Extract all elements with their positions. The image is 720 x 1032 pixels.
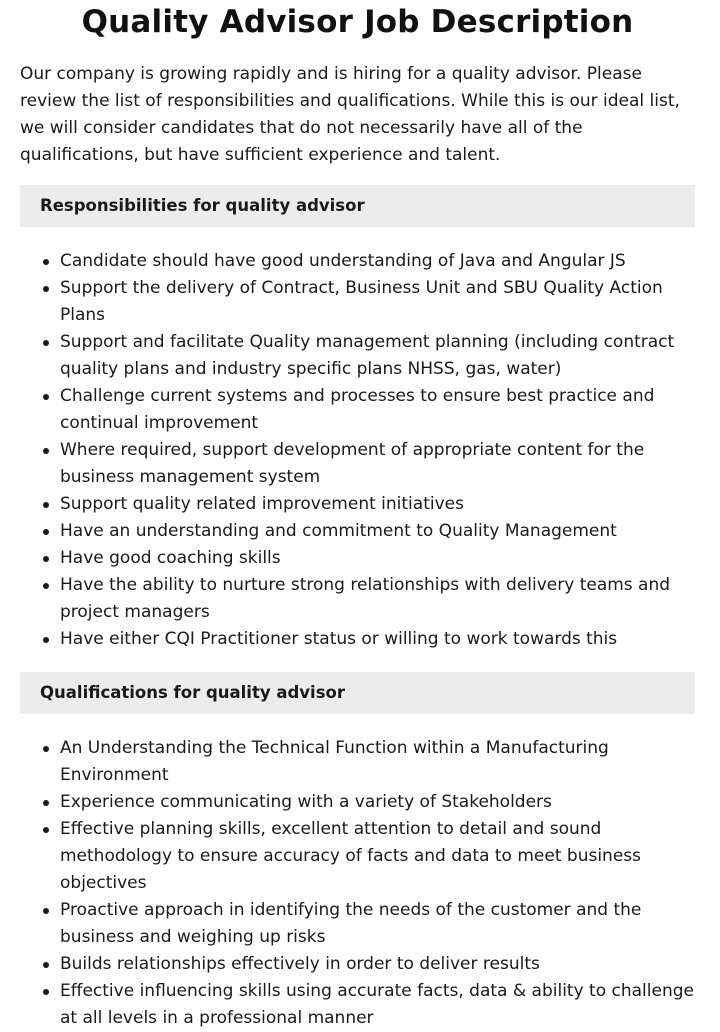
responsibilities-heading: Responsibilities for quality advisor bbox=[20, 185, 695, 227]
page-title: Quality Advisor Job Description bbox=[81, 4, 634, 40]
list-item: Effective influencing skills using accurate facts, data & ability to challenge at all levels in a professional manner bbox=[60, 978, 695, 1032]
qualifications-list bbox=[20, 735, 695, 1032]
list-item: Have the ability to nurture strong relationships with delivery teams and project managers bbox=[60, 572, 695, 626]
list-item: Have either CQI Practitioner status or willing to work towards this bbox=[60, 626, 695, 653]
list-item: Have an understanding and commitment to Quality Management bbox=[60, 518, 695, 545]
list-item: An Understanding the Technical Function within a Manufacturing Environment bbox=[60, 735, 695, 789]
list-item: Proactive approach in identifying the needs of the customer and the business and weighing up risks bbox=[60, 897, 695, 951]
list-item: Support quality related improvement initiatives bbox=[60, 491, 695, 518]
intro-paragraph: Our company is growing rapidly and is hiring for a quality advisor. Please review the list of responsibilities and qualifications. While this is our ideal list, we will consider candidates that do not necessarily have all of the qualifications, but have sufficient experience and talent. bbox=[20, 64, 680, 165]
list-item: Candidate should have good understanding of Java and Angular JS bbox=[60, 248, 695, 275]
qualifications-heading: Qualifications for quality advisor bbox=[20, 672, 695, 714]
list-item: Builds relationships effectively in order to deliver results bbox=[60, 951, 695, 978]
list-item: Effective planning skills, excellent attention to detail and sound methodology to ensure accuracy of facts and data to meet business objectives bbox=[60, 816, 695, 897]
list-item: Challenge current systems and processes to ensure best practice and continual improvement bbox=[60, 383, 695, 437]
list-item: Experience communicating with a variety of Stakeholders bbox=[60, 789, 695, 816]
responsibilities-list bbox=[20, 248, 695, 653]
list-item: Support and facilitate Quality management planning (including contract quality plans and industry specific plans NHSS, gas, water) bbox=[60, 329, 695, 383]
list-item: Where required, support development of appropriate content for the business management system bbox=[60, 437, 695, 491]
list-item: Have good coaching skills bbox=[60, 545, 695, 572]
list-item: Support the delivery of Contract, Business Unit and SBU Quality Action Plans bbox=[60, 275, 695, 329]
